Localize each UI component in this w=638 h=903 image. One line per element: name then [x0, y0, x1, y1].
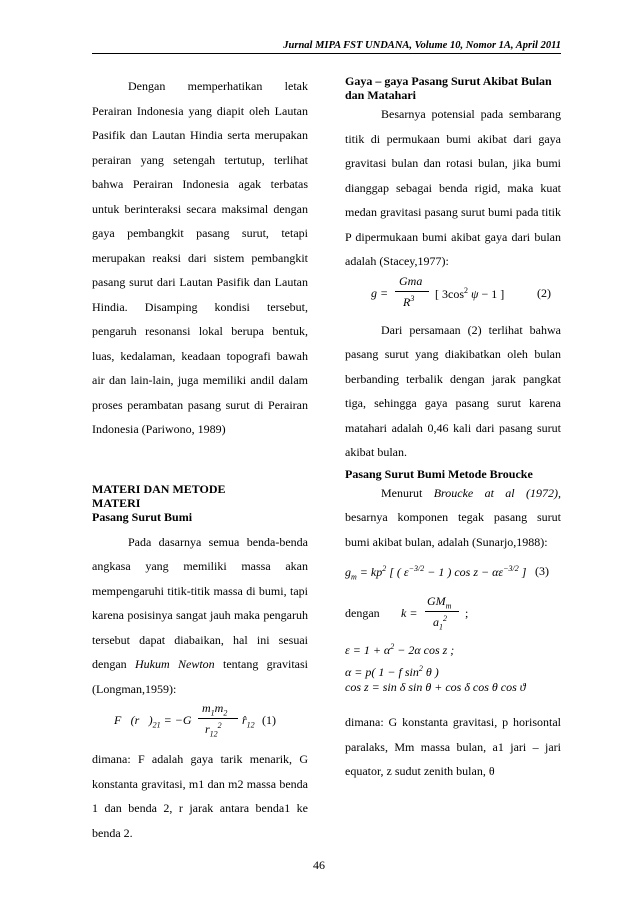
page-number: 46 [313, 858, 325, 872]
definition-paragraph-1: dimana: F adalah gaya tarik menarik, G konstanta gravitasi, m1 dan m2 massa benda 1 dan benda 2, r jarak antara benda1 ke benda 2. [92, 752, 308, 840]
equation-epsilon: $\varepsilon = 1 + \alpha^2 - 2\alpha$ cos z ; [345, 642, 455, 657]
equation-3: $g_m = kp^2$ [ ( $\varepsilon^{-3/2} - 1$ ) $\cos z - \alpha\varepsilon^{-3/2}$ ] (3) [345, 564, 549, 582]
left-column [92, 74, 308, 845]
subsection-heading-materi: MATERI [92, 495, 141, 510]
equation-2-number: (2) [537, 285, 551, 300]
journal-header: Jurnal MIPA FST UNDANA, Volume 10, Nomor 1A, April 2011 [92, 40, 561, 54]
equation-3-number: (3) [535, 564, 549, 578]
equation-2: g = Gma $R^3$ [ $3\cos^2$ ψ − 1 ] (2) [371, 273, 551, 309]
equation-k: dengan k = $GM_m$ $a_1^2$ ; [345, 594, 469, 632]
equation-alpha: α = p( 1 − f $\sin^2 \theta$ ) [345, 664, 439, 679]
equation-1-number: (1) [262, 713, 276, 727]
right-column [345, 74, 561, 784]
potential-paragraph: Besarnya potensial pada sembarang titik di permukaan bumi akibat dari gaya gravitasi bulan dan rotasi bulan, jika bumi dianggap sebagai benda rigid, maka kuat medan gravitasi pasang surut bumi pada titik P dipermukaan bumi akibat gaya dari bulan adalah (Stacey,1977): [345, 107, 561, 268]
inverse-cube-paragraph: Dari persamaan (2) terlihat bahwa pasang surut yang diakibatkan oleh bulan berbanding terbalik dengan jarak pangkat tiga, sehingga gaya pasang surut karena matahari adalah 0,46 kali dari pasang surut akibat bulan. [345, 322, 561, 459]
equation-cosz: cos z = sin δ sin θ + cos δ cos θ cos ϑ [345, 680, 526, 694]
intro-paragraph: Dengan memperhatikan letak Perairan Indonesia yang diapit oleh Lautan Pasifik dan Lautan Hindia serta merupakan perairan yang setengah tertutup, terlihat bahwa Perairan Indonesia agak terbatas untuk berinteraksi secara maksimal dengan gaya pembangkit pasang surut, tetapi merupakan reaksi dari sistem pembangkit pasang surut dari Lautan Pasifik dan Lautan Hindia. Disamping kondisi tersebut, pengaruh resonansi lokal berupa bentuk, luas, kedalaman, keadaan topografi bawah air dan lain-lain, juga memiliki andil dalam proses perambatan pasang surut di Perairan Indonesia (Pariwono, 1989) [92, 79, 308, 436]
subsection-heading-gaya-pasang-surut: Gaya – gaya Pasang Surut Akibat Bulan dan Matahari [345, 74, 552, 102]
definition-paragraph-2: dimana: G konstanta gravitasi, p horisontal paralaks, Mm massa bulan, a1 jari – jari equator, z sudut zenith bulan, θ [345, 715, 561, 778]
newton-paragraph: Pada dasarnya semua benda-benda angkasa yang memiliki massa akan mempengaruhi titik-titik massa di bumi, tapi karena posisinya sangat jauh maka pengaruh tersebut dapat diabaikan, hal ini sesuai dengan Hukum Newton tentang gravitasi (Longman,1959): [92, 534, 308, 696]
section-heading-materi-metode: MATERI DAN METODE [92, 481, 226, 496]
equation-1: $F⃗(r⃗)_{21} = -G$ $m_1m_2$ $r_{12}^2$ $r̂_{12}$ (1) [114, 701, 276, 739]
subsection-heading-broucke: Pasang Surut Bumi Metode Broucke [345, 466, 533, 481]
subsection-heading-pasang-surut-bumi: Pasang Surut Bumi [92, 509, 193, 524]
broucke-paragraph: Menurut Broucke at al (1972), besarnya komponen tegak pasang surut bumi akibat bulan, adalah (Sunarjo,1988): [345, 485, 561, 549]
